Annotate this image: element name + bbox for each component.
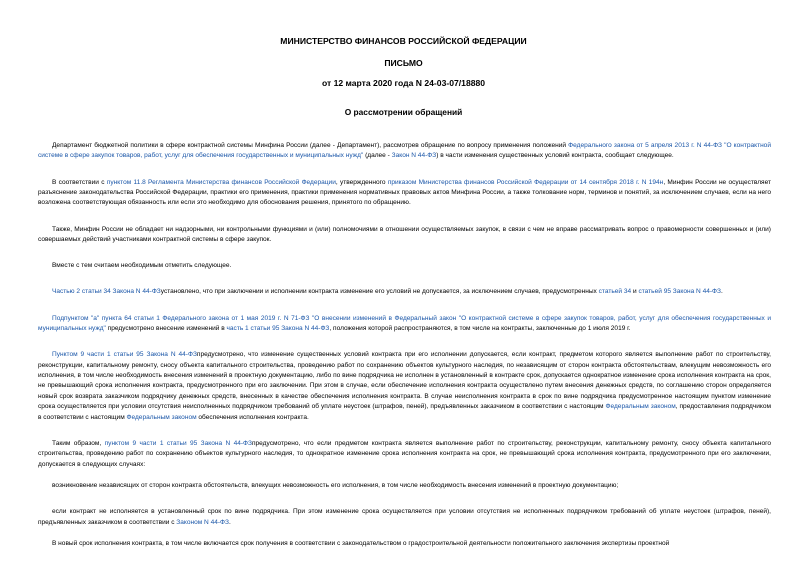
- ministry-heading: МИНИСТЕРСТВО ФИНАНСОВ РОССИЙСКОЙ ФЕДЕРАЦИИ: [280, 36, 527, 46]
- paragraph-11: В новый срок исполнения контракта, в том числе включается срок получения в соответствии с законодательством о градостроительной деятельности положительного заключения экспертизы проектной: [52, 540, 670, 548]
- link-law-44fz[interactable]: Федерального закона от 5 апреля 2013 г. N 44-ФЗ "О контрактной системе в сфере закупок товаров, работ, услуг для обеспечения государственных и муниципальных нужд": [38, 142, 771, 160]
- link-law-44fz-c[interactable]: Законом N 44-ФЗ: [176, 518, 229, 526]
- text: , положения которой распространяются, в том числе на контракты, заключенные до 1 июля 2019 г.: [329, 325, 631, 333]
- paragraph-4: Вместе с тем считаем необходимым отметить следующее.: [52, 262, 232, 270]
- text: , Минфин России не осуществляет разъяснение законодательства Российской Федерации, практики его применения, практики применения нормативных правовых актов Минфина России, а также толкование норм, терминов и понятий, за исключением случаев, если на него возложена соответствующая обязанность или если это необходимо для обоснования решения, принятого по обращению.: [38, 178, 772, 207]
- text: предусмотрено внесение изменений в: [105, 325, 227, 333]
- text: .: [720, 288, 723, 296]
- link-p9-part1-art95[interactable]: Пунктом 9 части 1 статьи 95 Закона N 44-ФЗ: [52, 351, 197, 359]
- link-law-71fz[interactable]: Подпунктом "а" пункта 64 статьи 1 Федерального закона от 1 мая 2019 г. N 71-ФЗ "О внесении изменений в Федеральный закон "О контрактной системе в сфере закупок товаров, работ, услуг для обеспечения государственных и муниципальных нужд": [38, 314, 771, 333]
- link-federal-law[interactable]: Федеральным законом: [605, 403, 676, 411]
- paragraph-10: [38, 507, 771, 528]
- link-p9-part1-art95-b[interactable]: пунктом 9 части 1 статьи 95 Закона N 44-ФЗ: [104, 439, 252, 447]
- document-subject: О рассмотрении обращений: [344, 107, 463, 117]
- text: установлено, что при заключении и исполнении контракта изменение его условий не допускается, за исключением случаев, предусмотренных: [160, 288, 599, 296]
- text: ) в части изменения существенных условий контракта, сообщает следующее.: [436, 152, 674, 160]
- link-order-194n[interactable]: приказом Министерства финансов Российской Федерации от 14 сентября 2018 г. N 194н: [387, 178, 664, 186]
- paragraph-1: [38, 141, 771, 162]
- document-body: [38, 141, 771, 565]
- text: если контракт не исполняется в установленный срок по вине подрядчика. При этом изменение срока осуществляется при условии отсутствия не исполненных подрядчиком требований об уплате неустоек (штрафов, пеней), предъявленных заказчиком в соответствии с: [38, 508, 771, 526]
- document-type: ПИСЬМО: [384, 58, 423, 68]
- document-date-number: от 12 марта 2020 года N 24-03-07/18880: [321, 78, 486, 88]
- text: , утвержденного: [335, 178, 388, 186]
- paragraph-3: Также, Минфин России не обладает ни надзорными, ни контрольными функциями и (или) полномочиями в отношении осуществляемых закупок, в связи с чем не вправе рассматривать вопрос о правомерности совершенных и (или) совершаемых действий участниками контрактной системы в сфере закупок.: [38, 225, 771, 244]
- paragraph-8: [38, 439, 771, 470]
- link-part2-art34[interactable]: Частью 2 статьи 34 Закона N 44-ФЗ: [52, 288, 161, 296]
- text: предусмотрено, что если предметом контракта является выполнение работ по строительству, реконструкции, капитальному ремонту, сносу объекта капитального строительства, проведению работ по сохранению объектов культурного наследия, то однократное изменение срока исполнения контракта на срок, не превышающий срока исполнения контракта, предусмотренного при его заключении, допускается в следующих случаях:: [38, 439, 771, 468]
- text: предусмотрено, что изменение существенных условий контракта при его исполнении допускается, если контракт, предметом которого является выполнение работ по строительству, реконструкции, капитальному ремонту, сносу объекта капитального строительства, проведению работ по сохранению объектов культурного наследия, по независящим от сторон контракта обстоятельствам, влекущим невозможность его исполнения, в том числе необходимость внесения изменений в проектную документацию, либо по вине подрядчика не исполнен в установленный в контракте срок, допускается однократное изменение срока исполнения контракта на срок, не превышающий срока исполнения контракта, предусмотренного при его заключении. При этом в случае, если обеспечение исполнения контракта осуществлено путем внесения денежных средств, по соглашению сторон определяется новый срок возврата заказчиком подрядчику денежных средств, внесенных в качестве обеспечения исполнения контракта. В случае неисполнения контракта в срок по вине подрядчика предусмотренное настоящим пунктом изменение срока осуществляется при условии отсутствия неисполненных подрядчиком требований об уплате неустоек (штрафов, пеней), предъявленных заказчиком в соответствии с настоящим: [38, 351, 771, 411]
- link-law-44fz-short[interactable]: Закон N 44-ФЗ: [391, 152, 437, 160]
- text: .: [229, 518, 231, 526]
- link-reglament[interactable]: пунктом 11.8 Регламента Министерства финансов Российской Федерации: [106, 178, 336, 186]
- paragraph-9: возникновение независящих от сторон контракта обстоятельств, влекущих невозможность его исполнения, в том числе необходимость внесения изменений в проектную документацию;: [52, 482, 619, 490]
- link-art34[interactable]: статьей 34: [598, 288, 632, 296]
- text: (далее -: [363, 152, 392, 160]
- text: Департамент бюджетной политики в сфере контрактной системы Минфина России (далее - Департамент), рассмотрев обращение по вопросу применения положений: [52, 142, 569, 149]
- link-art95[interactable]: статьей 95 Закона N 44-ФЗ: [638, 288, 721, 296]
- paragraph-5: [38, 287, 771, 297]
- paragraph-2: [38, 178, 771, 209]
- paragraph-7: [38, 350, 771, 423]
- text: Таким образом,: [52, 439, 105, 447]
- link-part1-art95[interactable]: часть 1 статьи 95 Закона N 44-ФЗ: [226, 325, 330, 333]
- text: В соответствии с: [52, 178, 107, 186]
- link-federal-law-2[interactable]: Федеральным законом: [126, 413, 197, 421]
- text: и: [631, 288, 639, 296]
- text: обеспечения исполнения контракта.: [196, 413, 309, 421]
- paragraph-6: [38, 314, 771, 335]
- text: , предоставления подрядчиком в соответствии с настоящим: [38, 403, 771, 421]
